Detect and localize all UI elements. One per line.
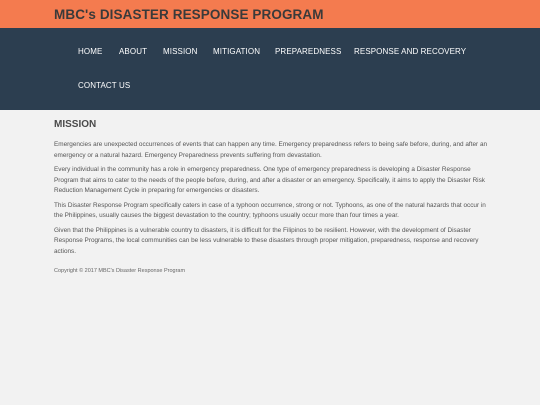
nav-item-mitigation[interactable]: MITIGATION [213,47,261,56]
paragraph: This Disaster Response Program specifically caters in case of a typhoon occurrence, strong or not. Typhoons, as one of the natural hazards that occur in the Philippines, usually causes the biggest devastation to the country; typhoons usually occur more than four times a year. [54,201,486,219]
site-header [0,0,540,28]
main-nav [0,28,540,110]
paragraph: Emergencies are unexpected occurrences of events that can happen any time. Emergency preparedness refers to being safe before, during, and after an emergency or a natural hazard. Emergency Preparedness prevents suffering from devastation. [54,141,488,159]
nav-item-home[interactable]: HOME [78,47,103,56]
nav-item-about[interactable]: ABOUT [119,47,148,56]
paragraph: Every individual in the community has a role in emergency preparedness. One type of emergency preparedness is developing a Disaster Response Program that aims to cater to the needs of the people before, during, and after a disaster or an emergency. Specifically, it aims to apply the Disaster Risk Reduction Management Cycle in preparing for emergencies or disasters. [54,166,485,194]
nav-item-contact-us[interactable]: CONTACT US [78,81,131,90]
nav-item-mission[interactable]: MISSION [163,47,198,56]
site-title: MBC's DISASTER RESPONSE PROGRAM [54,6,324,22]
paragraph: Given that the Philippines is a vulnerable country to disasters, it is difficult for the Filipinos to be resilient. However, with the development of Disaster Response Programs, the local communities can be less vulnerable to these disasters through proper mitigation, preparedness, response and recovery actions. [54,226,479,255]
nav-item-response-and-recovery[interactable]: RESPONSE AND RECOVERY [354,47,467,56]
page-title: MISSION [54,119,97,130]
main-content [0,110,540,274]
copyright-text: Copyright © 2017 MBC's Disaster Response Program [54,268,186,274]
nav-item-preparedness[interactable]: PREPAREDNESS [275,47,342,56]
